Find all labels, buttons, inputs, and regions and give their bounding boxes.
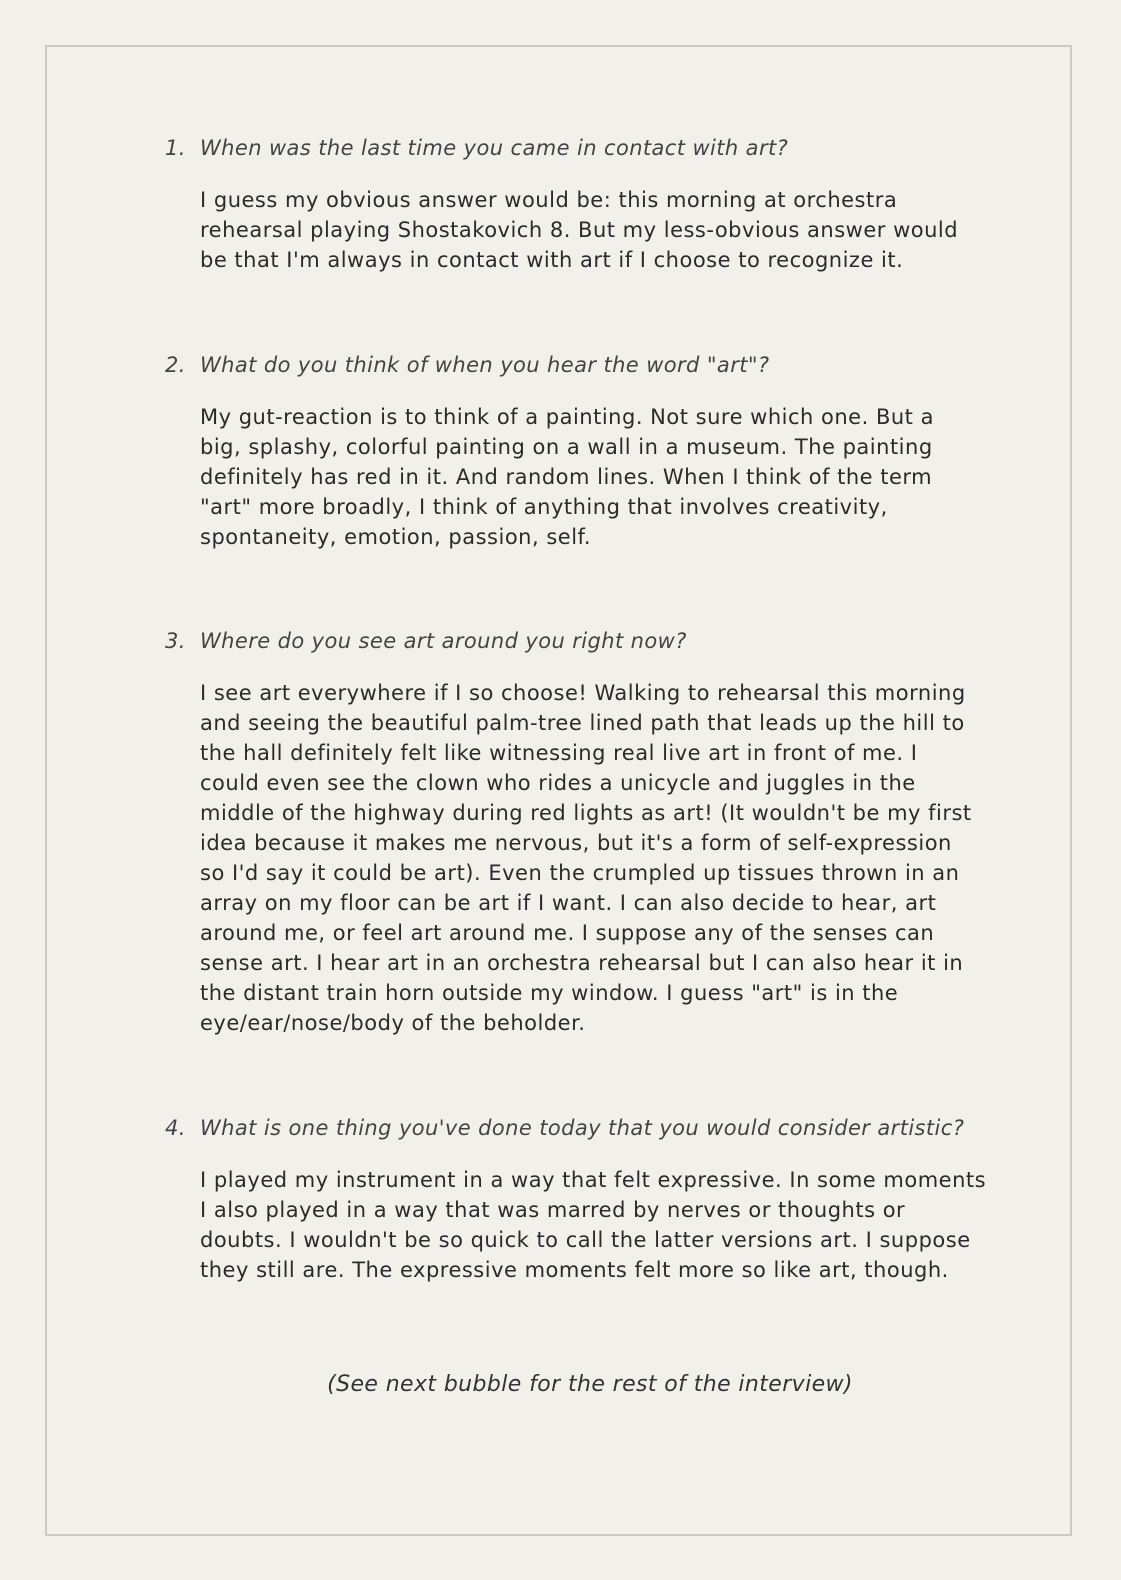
question-number: 2. (165, 353, 186, 377)
answer-line: I played my instrument in a way that felt expressive. In some moments (200, 1168, 987, 1192)
interview-item-4 (165, 1113, 985, 1285)
question-text: Where do you see art around you right now? (200, 629, 687, 653)
answer-line: could even see the clown who rides a unicycle and juggles in the (200, 771, 916, 795)
interview-item-2 (165, 350, 985, 552)
question (165, 1113, 985, 1143)
answer (165, 185, 985, 275)
answer-line: they still are. The expressive moments felt more so like art, though. (200, 1258, 949, 1282)
interview-item-1 (165, 133, 985, 275)
answer (165, 402, 985, 552)
question-number: 1. (165, 136, 186, 160)
answer-line: I guess my obvious answer would be: this morning at orchestra (200, 188, 898, 212)
answer-line: eye/ear/nose/body of the beholder. (200, 1011, 586, 1035)
answer-line: definitely has red in it. And random lines. When I think of the term (200, 465, 933, 489)
answer-line: the hall definitely felt like witnessing real live art in front of me. I (200, 741, 918, 765)
answer-line: doubts. I wouldn't be so quick to call the latter versions art. I suppose (200, 1228, 971, 1252)
question-text: When was the last time you came in contact with art? (200, 136, 789, 160)
answer-line: spontaneity, emotion, passion, self. (200, 525, 592, 549)
question (165, 626, 985, 656)
question-number: 3. (165, 629, 186, 653)
answer-line: be that I'm always in contact with art if I choose to recognize it. (200, 248, 904, 272)
interview-item-3 (165, 626, 985, 1038)
answer-line: the distant train horn outside my window. I guess "art" is in the (200, 981, 899, 1005)
answer-line: I see art everywhere if I so choose! Walking to rehearsal this morning (200, 681, 966, 705)
question (165, 133, 985, 163)
question (165, 350, 985, 380)
answer-line: My gut-reaction is to think of a painting. Not sure which one. But a (200, 405, 934, 429)
question-text: What is one thing you've done today that you would consider artistic? (200, 1116, 965, 1140)
question-text: What do you think of when you hear the word "art"? (200, 353, 770, 377)
answer-line: rehearsal playing Shostakovich 8. But my less-obvious answer would (200, 218, 959, 242)
answer (165, 1165, 985, 1285)
answer-line: sense art. I hear art in an orchestra rehearsal but I can also hear it in (200, 951, 964, 975)
answer-line: idea because it makes me nervous, but it's a form of self-expression (200, 831, 952, 855)
answer-line: and seeing the beautiful palm-tree lined path that leads up the hill to (200, 711, 965, 735)
answer-line: I also played in a way that was marred by nerves or thoughts or (200, 1198, 906, 1222)
answer-line: so I'd say it could be art). Even the crumpled up tissues thrown in an (200, 861, 960, 885)
answer-line: array on my floor can be art if I want. I can also decide to hear, art (200, 891, 937, 915)
answer-line: middle of the highway during red lights as art! (It wouldn't be my first (200, 801, 972, 825)
question-number: 4. (165, 1116, 186, 1140)
answer (165, 678, 985, 1038)
answer-line: big, splashy, colorful painting on a wall in a museum. The painting (200, 435, 933, 459)
answer-line: around me, or feel art around me. I suppose any of the senses can (200, 921, 935, 945)
answer-line: "art" more broadly, I think of anything that involves creativity, (200, 495, 888, 519)
footer-note: (See next bubble for the rest of the interview) (327, 1372, 853, 1397)
